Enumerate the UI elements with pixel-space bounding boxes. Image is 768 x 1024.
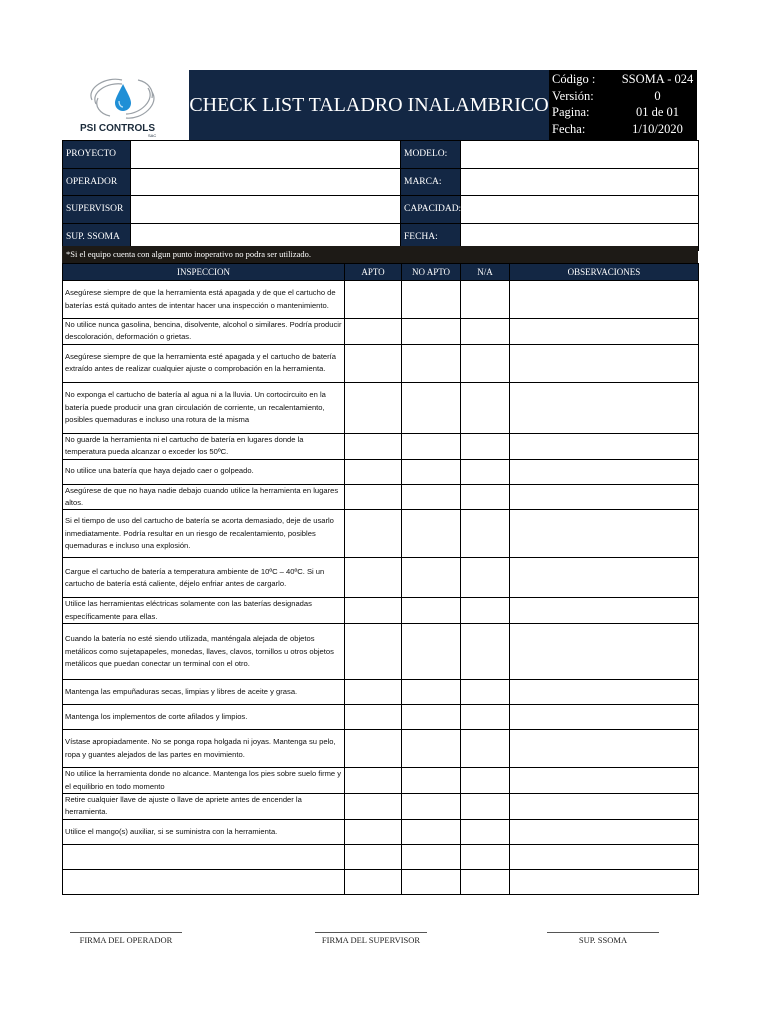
inspection-item: No utilice la herramienta donde no alcance. Mantenga los pies sobre suelo firme y el equilibrio en todo momento	[63, 768, 345, 794]
signature-ssoma	[547, 932, 659, 945]
signature-label: FIRMA DEL OPERADOR	[79, 935, 173, 945]
inspection-item	[63, 869, 345, 894]
na-cell[interactable]	[461, 459, 510, 484]
logo-text: PSI CONTROLS	[80, 123, 156, 134]
na-cell[interactable]	[461, 819, 510, 844]
na-cell[interactable]	[461, 433, 510, 459]
apto-cell[interactable]	[345, 768, 402, 794]
table-row	[63, 869, 699, 894]
meta-label: Fecha:	[552, 121, 586, 136]
inspection-item: Cargue el cartucho de batería a temperatura ambiente de 10ºC – 40ºC. Si un cartucho de batería está caliente, déjelo enfriar antes de cargarlo.	[63, 558, 345, 598]
no-apto-cell[interactable]	[402, 558, 461, 598]
observaciones-cell[interactable]	[510, 319, 699, 345]
meta-label: Pagina:	[552, 105, 590, 119]
inspection-item: Cuando la batería no esté siendo utilizada, manténgala alejada de objetos metálicos como sujetapapeles, monedas, llaves, clavos, tornillos u otros objetos metálicos que puedan conectar un terminal con el otro.	[63, 624, 345, 680]
na-cell[interactable]	[461, 598, 510, 624]
inspection-item: Si el tiempo de uso del cartucho de batería se acorta demasiado, deje de usarlo inmediatamente. Podría resultar en un riesgo de recalentamiento, posibles quemaduras e incluso una explosión.	[63, 510, 345, 558]
apto-cell[interactable]	[345, 844, 402, 869]
meta-row	[552, 121, 697, 138]
no-apto-cell[interactable]	[402, 281, 461, 319]
table-row	[63, 794, 699, 820]
logo-drop-icon	[64, 70, 189, 140]
info-field[interactable]	[461, 141, 699, 169]
no-apto-cell[interactable]	[402, 459, 461, 484]
table-row	[63, 844, 699, 869]
no-apto-cell[interactable]	[402, 484, 461, 510]
meta-row	[552, 104, 697, 121]
table-row	[63, 680, 699, 705]
meta-value: SSOMA - 024	[621, 72, 694, 86]
observaciones-cell[interactable]	[510, 768, 699, 794]
table-row	[63, 484, 699, 510]
na-cell[interactable]	[461, 730, 510, 768]
inspection-item: Asegúrese de que no haya nadie debajo cuando utilice la herramienta en lugares altos.	[63, 484, 345, 510]
info-label: PROYECTO	[63, 141, 131, 169]
signature-line	[315, 932, 427, 933]
na-cell[interactable]	[461, 382, 510, 433]
document-title	[189, 70, 549, 140]
inspection-item: Utilice el mango(s) auxiliar, si se suministra con la herramienta.	[63, 819, 345, 844]
table-row	[63, 510, 699, 558]
na-cell[interactable]	[461, 624, 510, 680]
meta-row	[552, 71, 697, 88]
no-apto-cell[interactable]	[402, 869, 461, 894]
document-meta	[549, 70, 697, 140]
title-text: CHECK LIST TALADRO INALAMBRICO	[189, 93, 549, 116]
na-cell[interactable]	[461, 510, 510, 558]
info-label: SUPERVISOR	[63, 196, 131, 224]
observaciones-cell[interactable]	[510, 344, 699, 382]
table-row	[63, 819, 699, 844]
info-field[interactable]	[461, 168, 699, 196]
no-apto-cell[interactable]	[402, 680, 461, 705]
na-cell[interactable]	[461, 558, 510, 598]
no-apto-cell[interactable]	[402, 768, 461, 794]
signature-line	[547, 932, 659, 933]
signature-label: FIRMA DEL SUPERVISOR	[321, 935, 421, 945]
inspection-item: Retire cualquier llave de ajuste o llave de apriete antes de encender la herramienta.	[63, 794, 345, 820]
table-row	[63, 344, 699, 382]
company-logo	[64, 70, 189, 140]
table-header-row	[63, 264, 699, 281]
meta-label: Versión:	[552, 88, 594, 103]
inspection-item: Asegúrese siempre de que la herramienta esté apagada y el cartucho de batería extraído antes de realizar cualquier ajuste o comprobación en la herramienta.	[63, 344, 345, 382]
meta-value: 01 de 01	[635, 105, 680, 119]
inspection-item: No guarde la herramienta ni el cartucho de batería en lugares donde la temperatura pueda alcanzar o exceder los 50ºC.	[63, 433, 345, 459]
na-cell[interactable]	[461, 281, 510, 319]
observaciones-cell[interactable]	[510, 382, 699, 433]
observaciones-cell[interactable]	[510, 281, 699, 319]
table-row	[63, 459, 699, 484]
header-inspeccion: INSPECCION	[63, 264, 345, 281]
na-cell[interactable]	[461, 844, 510, 869]
signature-supervisor	[315, 932, 427, 945]
apto-cell[interactable]	[345, 869, 402, 894]
info-label: FECHA:	[401, 223, 461, 251]
apto-cell[interactable]	[345, 510, 402, 558]
apto-cell[interactable]	[345, 705, 402, 730]
observaciones-cell[interactable]	[510, 680, 699, 705]
inspection-item: Asegúrese siempre de que la herramienta está apagada y de que el cartucho de baterías está quitado antes de intentar hacer una inspección o mantenimiento.	[63, 281, 345, 319]
table-row	[63, 433, 699, 459]
apto-cell[interactable]	[345, 281, 402, 319]
info-row	[63, 196, 699, 224]
table-row	[63, 705, 699, 730]
info-label: CAPACIDAD:	[401, 196, 461, 224]
apto-cell[interactable]	[345, 558, 402, 598]
observaciones-cell[interactable]	[510, 819, 699, 844]
no-apto-cell[interactable]	[402, 705, 461, 730]
info-row	[63, 168, 699, 196]
observaciones-cell[interactable]	[510, 624, 699, 680]
observaciones-cell[interactable]	[510, 705, 699, 730]
inspection-item: No utilice nunca gasolina, bencina, disolvente, alcohol o similares. Podría producir descoloración, deformación o grietas.	[63, 319, 345, 345]
meta-value: 1/10/2020	[632, 121, 683, 136]
no-apto-cell[interactable]	[402, 344, 461, 382]
table-row	[63, 730, 699, 768]
na-cell[interactable]	[461, 705, 510, 730]
observaciones-cell[interactable]	[510, 598, 699, 624]
table-row	[63, 382, 699, 433]
observaciones-cell[interactable]	[510, 730, 699, 768]
apto-cell[interactable]	[345, 484, 402, 510]
no-apto-cell[interactable]	[402, 510, 461, 558]
inspection-item: Mantenga las empuñaduras secas, limpias y libres de aceite y grasa.	[63, 680, 345, 705]
inspection-item	[63, 844, 345, 869]
na-cell[interactable]	[461, 319, 510, 345]
apto-cell[interactable]	[345, 819, 402, 844]
info-section	[62, 140, 698, 246]
apto-cell[interactable]	[345, 730, 402, 768]
info-label: SUP. SSOMA	[63, 223, 131, 251]
table-row	[63, 624, 699, 680]
checklist-table	[62, 263, 698, 895]
inspection-item: Mantenga los implementos de corte afilados y limpios.	[63, 705, 345, 730]
info-label: MARCA:	[401, 168, 461, 196]
info-field[interactable]	[131, 141, 401, 169]
no-apto-cell[interactable]	[402, 794, 461, 820]
apto-cell[interactable]	[345, 598, 402, 624]
na-cell[interactable]	[461, 484, 510, 510]
observaciones-cell[interactable]	[510, 433, 699, 459]
signature-line	[70, 932, 182, 933]
apto-cell[interactable]	[345, 382, 402, 433]
info-field[interactable]	[461, 196, 699, 224]
no-apto-cell[interactable]	[402, 819, 461, 844]
apto-cell[interactable]	[345, 794, 402, 820]
no-apto-cell[interactable]	[402, 433, 461, 459]
observaciones-cell[interactable]	[510, 510, 699, 558]
info-label: MODELO:	[401, 141, 461, 169]
inspection-item: No utilice una batería que haya dejado caer o golpeado.	[63, 459, 345, 484]
notice-banner	[62, 246, 698, 263]
no-apto-cell[interactable]	[402, 598, 461, 624]
inspection-item: Vístase apropiadamente. No se ponga ropa holgada ni joyas. Mantenga su pelo, ropa y guantes alejados de las partes en movimiento.	[63, 730, 345, 768]
header-no-apto: NO APTO	[402, 264, 461, 281]
inspection-item: Utilice las herramientas eléctricas solamente con las baterías designadas específicamente para ellas.	[63, 598, 345, 624]
header-apto: APTO	[345, 264, 402, 281]
no-apto-cell[interactable]	[402, 844, 461, 869]
observaciones-cell[interactable]	[510, 558, 699, 598]
inspection-item: No exponga el cartucho de batería al agua ni a la lluvia. Un cortocircuito en la batería puede producir una gran circulación de corriente, un recalentamiento, posibles quemaduras e incluso una rotura de la misma	[63, 382, 345, 433]
info-field[interactable]	[131, 168, 401, 196]
na-cell[interactable]	[461, 869, 510, 894]
table-row	[63, 598, 699, 624]
observaciones-cell[interactable]	[510, 844, 699, 869]
na-cell[interactable]	[461, 768, 510, 794]
table-row	[63, 768, 699, 794]
table-row	[63, 319, 699, 345]
header-na: N/A	[461, 264, 510, 281]
table-row	[63, 558, 699, 598]
observaciones-cell[interactable]	[510, 794, 699, 820]
no-apto-cell[interactable]	[402, 624, 461, 680]
apto-cell[interactable]	[345, 344, 402, 382]
info-row	[63, 141, 699, 169]
apto-cell[interactable]	[345, 624, 402, 680]
no-apto-cell[interactable]	[402, 382, 461, 433]
info-field[interactable]	[131, 196, 401, 224]
observaciones-cell[interactable]	[510, 484, 699, 510]
table-row	[63, 281, 699, 319]
header-observaciones: OBSERVACIONES	[510, 264, 699, 281]
meta-row	[552, 88, 697, 105]
meta-label: Código :	[552, 72, 596, 86]
na-cell[interactable]	[461, 344, 510, 382]
apto-cell[interactable]	[345, 433, 402, 459]
na-cell[interactable]	[461, 794, 510, 820]
signature-operador	[70, 932, 182, 945]
observaciones-cell[interactable]	[510, 459, 699, 484]
no-apto-cell[interactable]	[402, 319, 461, 345]
no-apto-cell[interactable]	[402, 730, 461, 768]
meta-value: 0	[654, 88, 661, 103]
apto-cell[interactable]	[345, 319, 402, 345]
notice-text: *Si el equipo cuenta con algun punto inoperativo no podra ser utilizado.	[66, 249, 312, 259]
apto-cell[interactable]	[345, 459, 402, 484]
apto-cell[interactable]	[345, 680, 402, 705]
logo-subtext: SAC	[148, 133, 157, 138]
na-cell[interactable]	[461, 680, 510, 705]
info-label: OPERADOR	[63, 168, 131, 196]
observaciones-cell[interactable]	[510, 869, 699, 894]
signature-label: SUP. SSOMA	[578, 935, 628, 945]
